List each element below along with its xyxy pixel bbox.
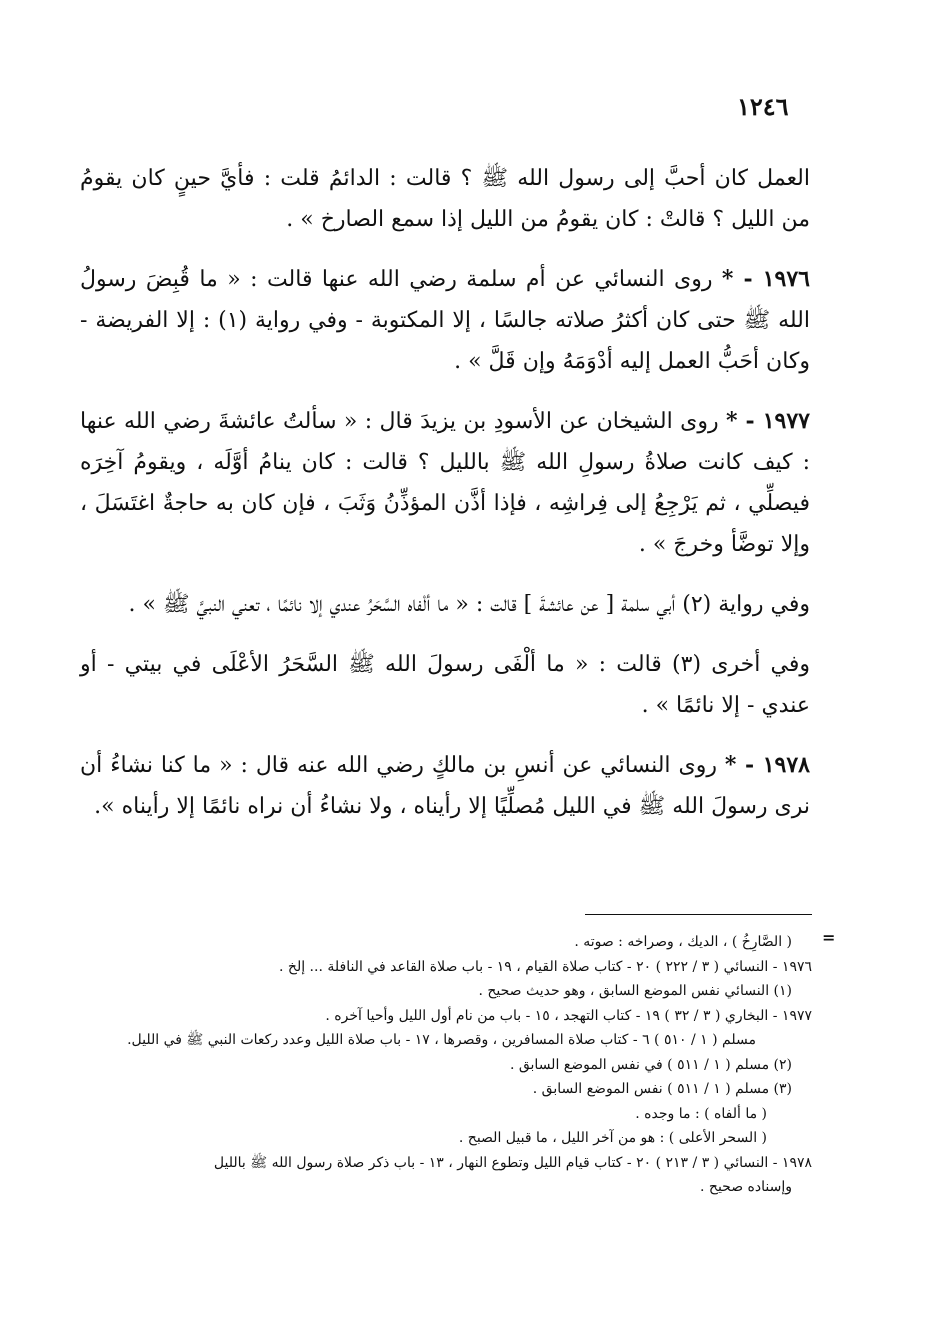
footnote: (١) النسائي نفس الموضع السابق ، وهو حديث صحيح .: [478, 983, 792, 999]
footnotes: [80, 930, 812, 1200]
paragraph-text: روى النسائي عن أنسِ بن مالكٍ رضي الله عنه قال : « ما كنا نشاءُ أن نرى رسولَ الله ﷺ في الليل مُصلِّيًا إلا رأيناه ، ولا نشاءُ أن نراه نائمًا إلا رأيناه ».: [80, 753, 810, 819]
footnote: ١٩٧٨ - النسائي ( ٣ / ٢١٣ ) ٢٠ - كتاب قيام الليل وتطوع النهار ، ١٣ - باب ذكر صلاة رسول الله ﷺ بالليل: [213, 1154, 812, 1171]
footnote: مسلم ( ١ / ٥١٠ ) ٦ - كتاب صلاة المسافرين ، وقصرها ، ١٧ - باب صلاة الليل وعدد ركعات النبي ﷺ في الليل.: [127, 1032, 756, 1048]
footnote: ( ما ألفاه ) : ما وجده .: [635, 1105, 767, 1122]
paragraph-text: روى النسائي عن أم سلمة رضي الله عنها قالت : « ما قُبِضَ رسولُ الله ﷺ حتى كان أكثرُ صلاته جالسًا ، إلا المكتوبة - وفي رواية (١) : إلا الفريضة - وكان أحَبُّ العمل إليه أدْوَمَهُ وإن قَلَّ » .: [80, 267, 810, 374]
hadith-number: ١٩٧٨ - *: [724, 752, 810, 778]
footnote: ١٩٧٧ - البخاري ( ٣ / ٣٢ ) ١٩ - كتاب التهجد ، ١٥ - باب من نام أول الليل وأحيا آخره .: [325, 1007, 812, 1024]
paragraph: [80, 401, 810, 565]
paragraph-text: روى الشيخان عن الأسودِ بن يزيدَ قال : « سألتُ عائشةَ رضي الله عنها : كيف كانت صلاةُ رسولِ الله ﷺ بالليل ؟ قالت : كان ينامُ أوَّلَه ، ويقومُ آخِرَه فيصلِّي ، ثم يَرْجِعُ إلى فِراشِه ، فإذا أذَّن المؤذِّنُ وَثَبَ ، فإن كان به حاجةٌ اغتَسَلَ ، وإلا توضَّأ وخرجَ » .: [80, 409, 810, 557]
footnote: (٢) مسلم ( ١ / ٥١١ ) في نفس الموضع السابق .: [509, 1056, 792, 1073]
footnote-divider: [585, 914, 812, 915]
main-text: [80, 158, 810, 846]
paragraph: [80, 259, 810, 382]
paragraph: [80, 158, 810, 240]
footnote: (٣) مسلم ( ١ / ٥١١ ) نفس الموضع السابق .: [532, 1081, 792, 1097]
footnote: ( الصَّارِخُ ) ، الديك ، وصراخه : صوته .: [574, 934, 792, 950]
hadith-number: ١٩٧٧ - *: [725, 408, 810, 434]
hadith-number: ١٩٧٦ - *: [721, 266, 810, 292]
footnote-continuation-mark: =: [822, 928, 836, 947]
paragraph: [80, 644, 810, 726]
paragraph-text: وفي رواية (٢) أبي سلمة [ عن عائشةَ ] قالت : « ما ألْفاه السَّحَرُ عندي إلا نائمًا ، تعني النبيَّ ﷺ » .: [128, 592, 810, 617]
footnote: ١٩٧٦ - النسائي ( ٣ / ٢٢٢ ) ٢٠ - كتاب صلاة القيام ، ١٩ - باب صلاة القاعد في النافلة ... إلخ .: [279, 958, 812, 975]
paragraph: [80, 745, 810, 827]
footnote: ( السحر الأعلى ) : هو من آخر الليل ، ما قبيل الصبح .: [458, 1130, 767, 1146]
paragraph: [80, 584, 810, 625]
paragraph-text: العمل كان أحبَّ إلى رسول الله ﷺ ؟ قالت : الدائمُ قلت : فأيَّ حينٍ كان يقومُ من الليل ؟ قالتْ : كان يقومُ من الليل إذا سمع الصارخ » .: [80, 166, 810, 232]
paragraph-text: وفي أخرى (٣) قالت : « ما ألْفَى رسولَ الله ﷺ السَّحَرُ الأعْلَى في بيتي - أو عندي - إلا نائمًا » .: [80, 652, 810, 718]
page-number: ١٢٤٦: [737, 92, 789, 121]
footnote: وإسناده صحيح .: [700, 1179, 792, 1195]
